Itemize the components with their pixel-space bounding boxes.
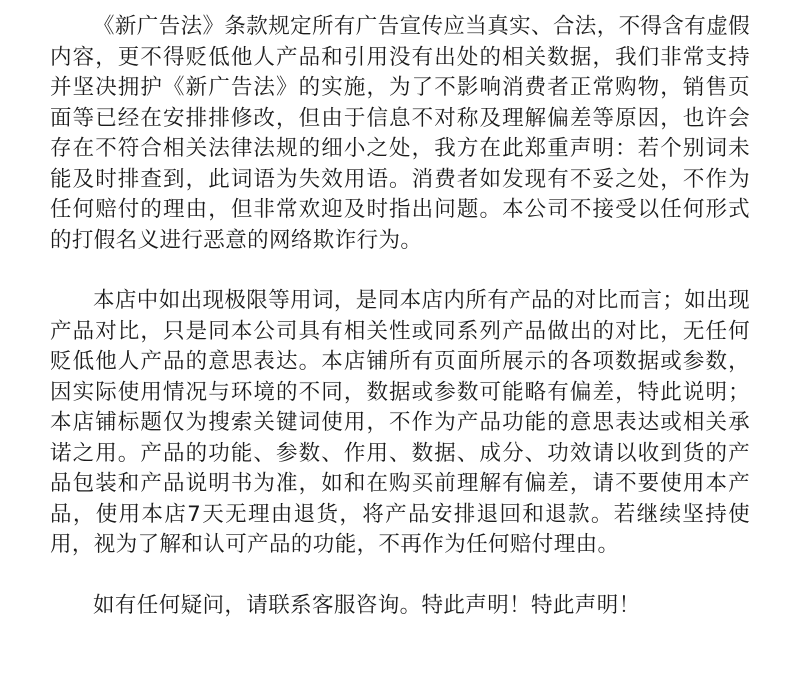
disclaimer-paragraph-product-terms: 本店中如出现极限等用词，是同本店内所有产品的对比而言；如出现产品对比，只是同本公司具有相关性或同系列产品做出的对比，无任何贬低他人产品的意思表达。本店铺所有页面所展示的各项数据或参数，因实际使用情况与环境的不同，数据或参数可能略有偏差，特此说明；本店铺标题仅为搜索关键词使用，不作为产品功能的意思表达或相关承诺之用。产品的功能、参数、作用、数据、成分、功效请以收到货的产品包装和产品说明书为准，如和在购买前理解有偏差，请不要使用本产品，使用本店7天无理由退货，将产品安排退回和退款。若继续坚持使用，视为了解和认可产品的功能，不再作为任何赔付理由。 xyxy=(50,288,751,557)
disclaimer-paragraph-advertising-law: 《新广告法》条款规定所有广告宣传应当真实、合法，不得含有虚假内容，更不得贬低他人产品和引用没有出处的相关数据，我们非常支持并坚决拥护《新广告法》的实施，为了不影响消费者正常购物，销售页面等已经在安排排修改，但由于信息不对称及理解偏差等原因，也许会存在不符合相关法律法规的细小之处，我方在此郑重声明：若个别词未能及时排查到，此词语为失效用语。消费者如发现有不妥之处，不作为任何赔付的理由，但非常欢迎及时指出问题。本公司不接受以任何形式的打假名义进行恶意的网络欺诈行为。 xyxy=(50,14,751,253)
disclaimer-document xyxy=(50,12,750,621)
disclaimer-paragraph-contact: 如有任何疑问，请联系客服咨询。特此声明！特此声明！ xyxy=(93,592,641,618)
